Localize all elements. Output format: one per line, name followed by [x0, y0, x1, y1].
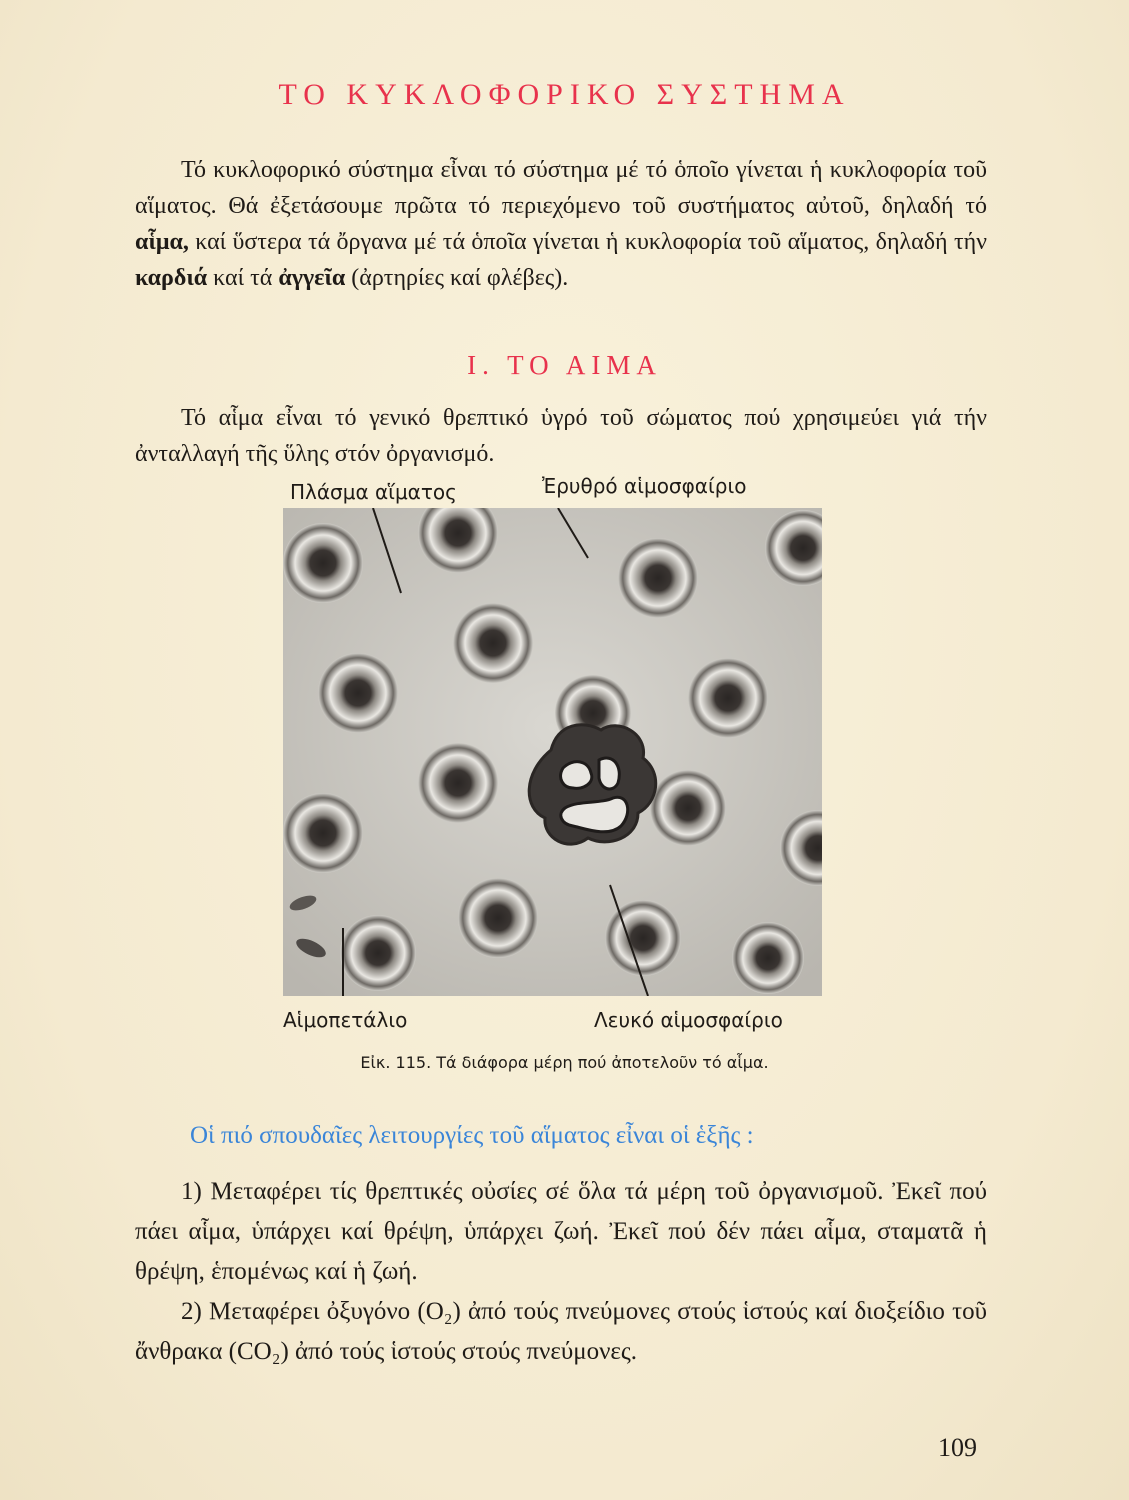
functions-heading: Οἱ πιό σπουδαῖες λειτουργίες τοῦ αἵματος εἶναι οἱ ἑξῆς : [190, 1122, 754, 1149]
red-cell [458, 878, 538, 958]
red-cell [283, 523, 363, 603]
micrograph-image [283, 508, 822, 996]
label-platelet: Αἱμοπετάλιο [283, 1008, 408, 1032]
section-title: Ι. ΤΟ ΑΙΜΑ [467, 350, 662, 380]
figure-caption: Εἰκ. 115. Τά διάφορα μέρη πού ἀποτελοῦν τό αἷμα. [360, 1053, 769, 1072]
definition-paragraph [135, 400, 987, 472]
intro-paragraph [135, 152, 987, 296]
intro-text-3: καί τά [207, 265, 279, 291]
blood-micrograph [283, 508, 822, 996]
red-cell [318, 653, 398, 733]
red-cell [605, 900, 681, 976]
red-cell [650, 770, 726, 846]
red-cell [340, 915, 416, 991]
red-cell [418, 743, 498, 823]
red-cell [453, 603, 533, 683]
page-number: 109 [938, 1433, 977, 1462]
chapter-title: ΤΟ ΚΥΚΛΟΦΟΡΙΚΟ ΣΥΣΤΗΜΑ [278, 78, 851, 111]
functions-list [135, 1172, 987, 1372]
definition-text: Τό αἷμα εἶναι τό γενικό θρεπτικό ὑγρό τοῦ σώματος πού χρησιμεύει γιά τήν ἀνταλλαγή τῆς ὕλης στόν ὀργανισμό. [135, 405, 987, 467]
red-cell [732, 922, 804, 994]
term-blood: αἷμα, [135, 229, 189, 255]
red-cell [688, 658, 768, 738]
red-cell [618, 538, 698, 618]
intro-text-2: καί ὕστερα τά ὄργανα μέ τά ὁποῖα γίνεται ἡ κυκλοφορία τοῦ αἵματος, δηλαδή τήν [188, 229, 987, 255]
label-white-blood-cell: Λευκό αἱμοσφαίριο [594, 1008, 783, 1032]
term-heart: καρδιά [135, 265, 208, 291]
intro-text-4: (ἀρτηρίες καί φλέβες). [345, 265, 569, 291]
function-item: 1) Μεταφέρει τίς θρεπτικές οὐσίες σέ ὅλα τά μέρη τοῦ ὀργανισμοῦ. Ἐκεῖ πού πάει αἷμα, ὑπάρχει καί θρέψη, ὑπάρχει ζωή. Ἐκεῖ πού δέν πάει αἷμα, σταματᾶ ἡ θρέψη, ἑπομένως καί ἡ ζωή. [135, 1178, 987, 1285]
function-item: 2) Μεταφέρει ὀξυγόνο (O₂) ἀπό τούς πνεύμονες στούς ἱστούς καί διοξείδιο τοῦ ἄνθρακα (CO₂) ἀπό τούς ἱστούς στούς πνεύμονες. [135, 1298, 987, 1365]
intro-text-1: Τό κυκλοφορικό σύστημα εἶναι τό σύστημα μέ τό ὁποῖο γίνεται ἡ κυκλοφορία τοῦ αἵματος. Θά ἐξετάσουμε πρῶτα τό περιεχόμενο τοῦ συστήματος αὐτοῦ, δηλαδή τό [135, 157, 987, 219]
red-cell [283, 793, 363, 873]
label-plasma: Πλάσμα αἵματος [290, 480, 457, 504]
label-red-blood-cell: Ἐρυθρό αἱμοσφαίριο [542, 474, 747, 498]
term-vessels: ἀγγεῖα [278, 265, 346, 291]
